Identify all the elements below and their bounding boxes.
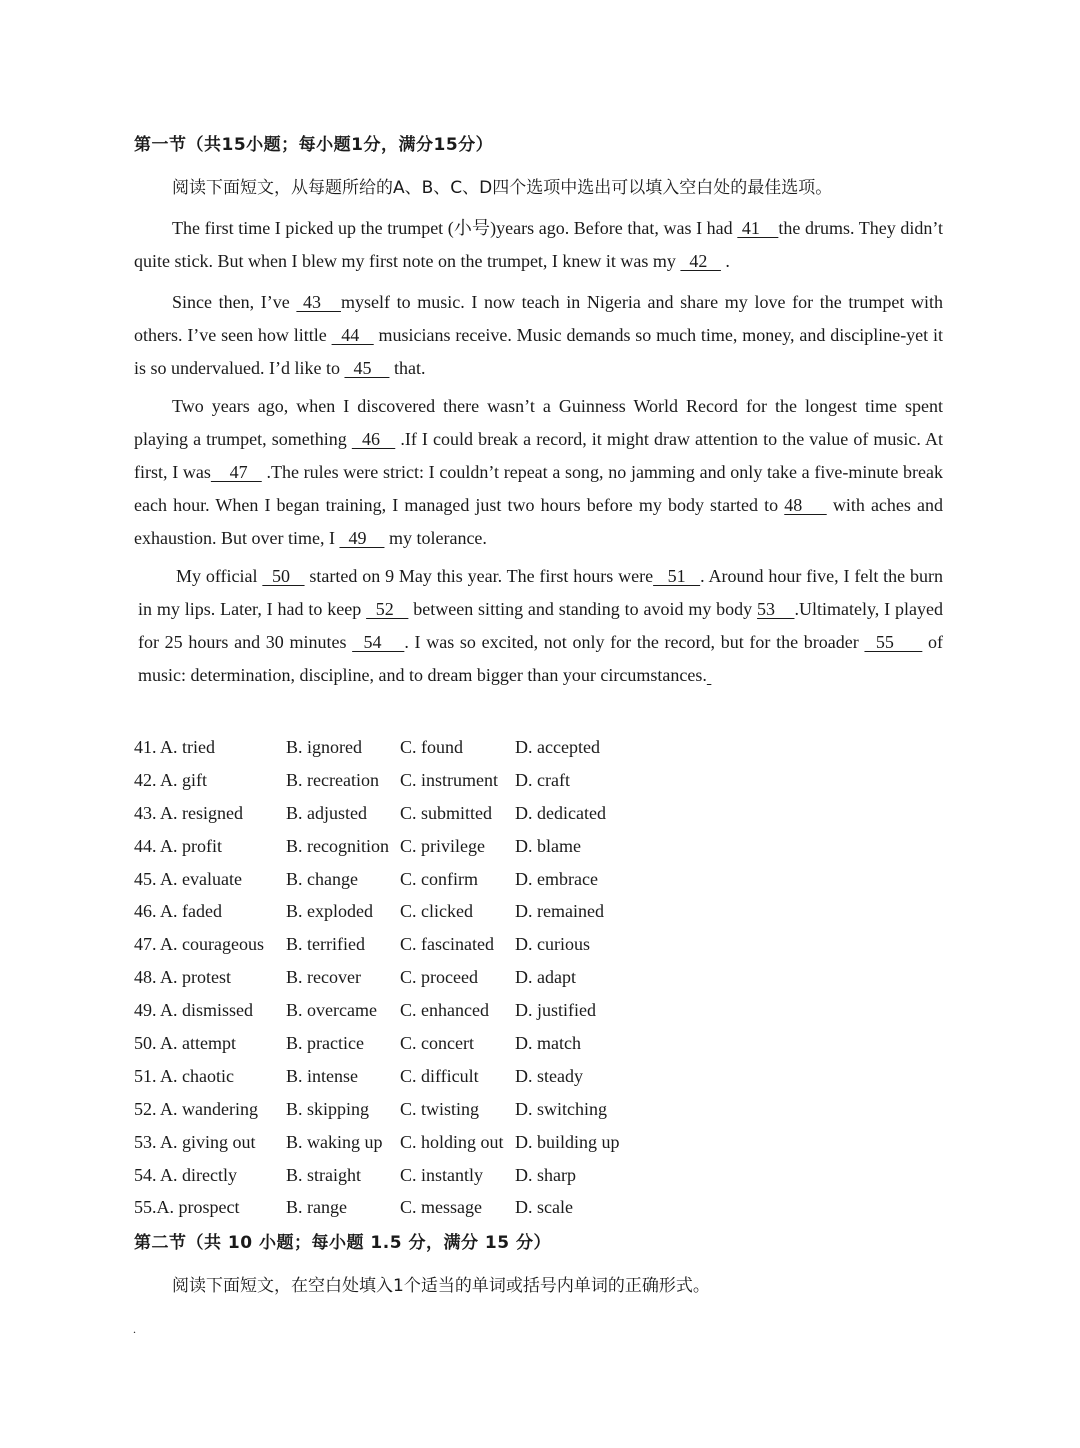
- option-a: 49. A. dismissed: [134, 1000, 254, 1021]
- option-a: 47. A. courageous: [134, 934, 264, 955]
- option-c: C. holding out: [400, 1131, 504, 1152]
- blank-41: 41: [737, 218, 779, 238]
- text-segment: musicians receive. Music demands so much time, money, and discipline-yet it is so undervalued. I’d like to: [134, 325, 944, 378]
- text-segment: My official: [176, 566, 263, 586]
- option-b: B. skipping: [286, 1098, 370, 1119]
- passage-paragraph-3: [134, 390, 943, 555]
- option-b: B. recognition: [286, 835, 389, 856]
- option-b: B. terrified: [286, 934, 365, 955]
- option-d: D. embrace: [515, 868, 598, 889]
- text-segment: with aches and exhaustion. But over time, I: [134, 495, 944, 548]
- option-b: B. practice: [286, 1033, 364, 1054]
- text-segment: The first time I picked up the trumpet (小号)years ago. Before that, was I had: [172, 218, 738, 238]
- option-d: D. building up: [515, 1131, 620, 1152]
- option-c: C. found: [400, 737, 463, 757]
- blank-51: 51: [653, 566, 701, 586]
- option-c: C. twisting: [400, 1098, 480, 1119]
- text-segment: .The rules were strict: I couldn’t repeat a song, no jamming and only take a five-minute break each hour. When I began training, I managed just two hours before my body started to: [134, 462, 944, 515]
- option-d: D. remained: [515, 901, 604, 922]
- blank-55: 55: [864, 632, 923, 652]
- option-b: B. straight: [286, 1164, 361, 1185]
- option-a: 51. A. chaotic: [134, 1065, 234, 1086]
- option-a: 46. A. faded: [134, 901, 222, 922]
- blank-52: 52: [366, 599, 409, 619]
- option-d: D. blame: [515, 835, 581, 856]
- option-c: C. message: [400, 1197, 482, 1218]
- text-segment: that.: [389, 358, 426, 378]
- option-a: 55.A. prospect: [134, 1197, 240, 1218]
- section1-heading: 第一节（共15小题；每小题1分，满分15分）: [134, 135, 494, 155]
- option-d: D. accepted: [515, 737, 600, 757]
- option-d: D. craft: [515, 769, 570, 790]
- option-b: B. change: [286, 868, 358, 889]
- section2-heading: 第二节（共 10 小题；每小题 1.5 分，满分 15 分）: [134, 1233, 551, 1253]
- option-c: C. submitted: [400, 802, 493, 823]
- option-c: C. instrument: [400, 769, 498, 790]
- text-segment: my tolerance.: [384, 528, 487, 548]
- option-d: D. justified: [515, 1000, 596, 1021]
- text-segment: .Ultimately, I played for 25 hours and 30 minutes: [138, 599, 943, 652]
- blank-53: 53: [757, 599, 795, 619]
- option-c: C. proceed: [400, 967, 478, 988]
- option-c: C. fascinated: [400, 934, 494, 955]
- option-c: C. instantly: [400, 1164, 484, 1185]
- section1-instruction: 阅读下面短文，从每题所给的A、B、C、D四个选项中选出可以填入空白处的最佳选项。: [172, 178, 833, 198]
- passage-paragraph-1: [134, 212, 943, 278]
- trailing-blank: [707, 665, 712, 685]
- blank-42: 42: [680, 251, 721, 271]
- passage-paragraph-4: [138, 560, 943, 692]
- option-a: 42. A. gift: [134, 769, 208, 790]
- blank-46: 46: [351, 429, 396, 449]
- option-c: C. enhanced: [400, 1000, 489, 1021]
- blank-43: 43: [296, 292, 341, 312]
- option-b: B. intense: [286, 1065, 358, 1086]
- text-segment: . Around hour five, I felt the burn in my lips. Later, I had to keep: [138, 566, 944, 619]
- option-a: 52. A. wandering: [134, 1098, 258, 1119]
- option-a: 48. A. protest: [134, 967, 231, 988]
- option-c: C. privilege: [400, 835, 485, 856]
- option-d: D. scale: [515, 1197, 573, 1218]
- text-segment: the drums. They didn’t quite stick. But when I blew my first note on the trumpet, I knew it was my: [134, 218, 943, 271]
- option-b: B. adjusted: [286, 802, 367, 823]
- option-b: B. recreation: [286, 769, 379, 790]
- text-segment: between sitting and standing to avoid my body: [408, 599, 758, 619]
- text-segment: of music: determination, discipline, and to dream bigger than your circumstances.: [138, 632, 944, 685]
- text-segment: .: [720, 251, 730, 271]
- option-d: D. sharp: [515, 1164, 576, 1185]
- option-b: B. range: [286, 1197, 347, 1218]
- option-c: C. concert: [400, 1033, 474, 1054]
- option-a: 43. A. resigned: [134, 802, 243, 823]
- option-d: D. switching: [515, 1098, 607, 1119]
- option-a: 45. A. evaluate: [134, 868, 242, 889]
- option-a: 54. A. directly: [134, 1164, 237, 1185]
- option-a: 41. A. tried: [134, 737, 215, 757]
- option-d: D. steady: [515, 1065, 583, 1086]
- option-c: C. difficult: [400, 1065, 479, 1086]
- option-a: 44. A. profit: [134, 835, 222, 856]
- section2-instruction: 阅读下面短文，在空白处填入1个适当的单词或括号内单词的正确形式。: [172, 1276, 710, 1296]
- blank-44: 44: [331, 325, 374, 345]
- option-d: D. match: [515, 1033, 581, 1054]
- option-c: C. confirm: [400, 868, 478, 889]
- blank-54: 54: [352, 632, 405, 652]
- text-segment: Since then, I’ve: [172, 292, 297, 312]
- text-segment: . I was so excited, not only for the record, but for the broader: [404, 632, 865, 652]
- option-d: D. curious: [515, 934, 590, 955]
- option-c: C. clicked: [400, 901, 473, 922]
- blank-49: 49: [339, 528, 385, 548]
- passage-paragraph-2: [134, 286, 943, 385]
- option-b: B. recover: [286, 967, 361, 988]
- blank-50: 50: [262, 566, 305, 586]
- blank-48: 48: [784, 495, 827, 515]
- text-segment: started on 9 May this year. The first hours were: [304, 566, 654, 586]
- text-segment: .If I could break a record, it might draw attention to the value of music. At first, I was: [134, 429, 944, 482]
- option-a: 50. A. attempt: [134, 1033, 236, 1054]
- option-a: 53. A. giving out: [134, 1131, 256, 1152]
- blank-47: 47: [210, 462, 262, 482]
- option-b: B. exploded: [286, 901, 373, 922]
- option-b: B. overcame: [286, 1000, 377, 1021]
- text-segment: myself to music. I now teach in Nigeria and share my love for the trumpet with others. I’ve seen how little: [134, 292, 943, 345]
- option-d: D. adapt: [515, 967, 576, 988]
- option-d: D. dedicated: [515, 802, 606, 823]
- text-segment: Two years ago, when I discovered there wasn’t a Guinness World Record for the longest time spent playing a trumpet, something: [134, 396, 943, 449]
- stray-dot: .: [133, 1322, 136, 1336]
- option-b: B. ignored: [286, 737, 362, 757]
- blank-45: 45: [344, 358, 390, 378]
- option-b: B. waking up: [286, 1131, 383, 1152]
